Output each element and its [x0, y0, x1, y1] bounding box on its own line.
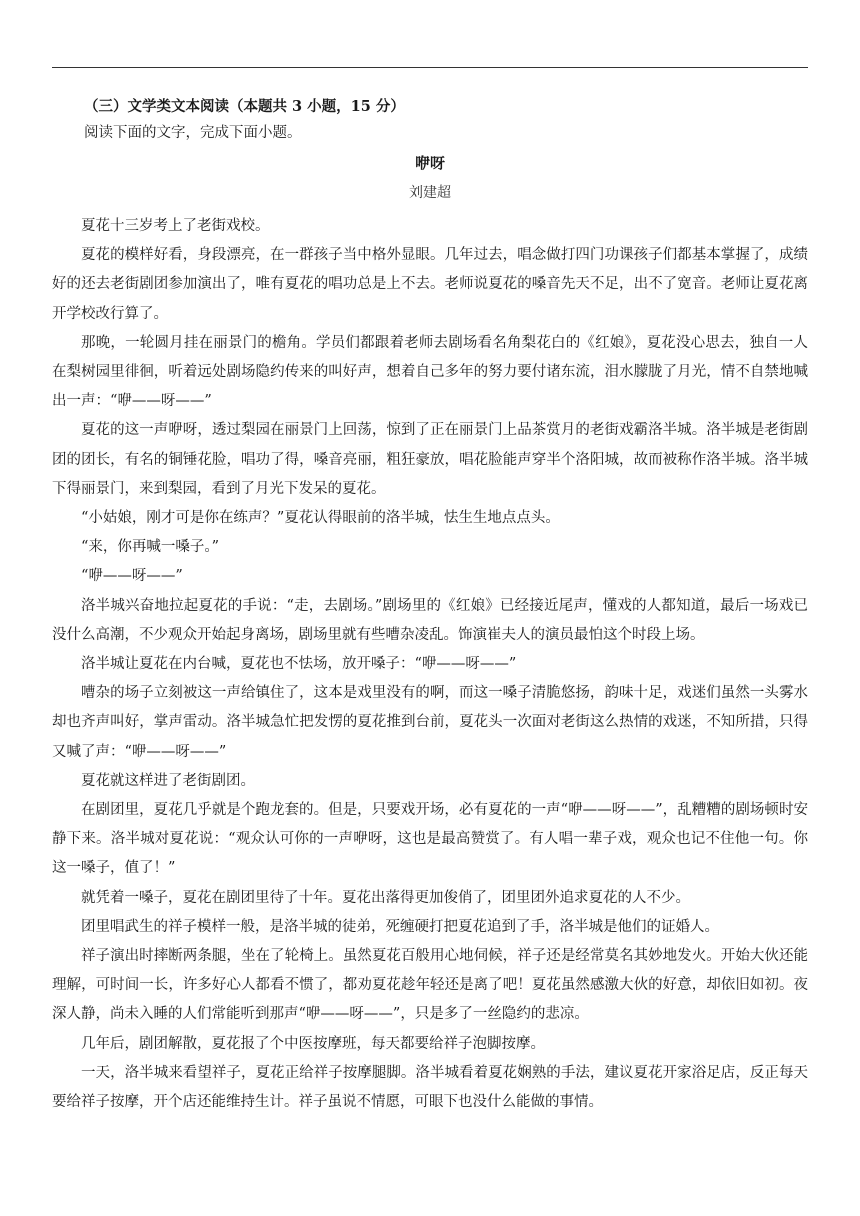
- paragraph: “来，你再喊一嗓子。”: [81, 539, 220, 556]
- paragraph: 那晚，一轮圆月挂在丽景门的檐角。学员们都跟着老师去剧场看名角梨花白的《红娘》，夏花没心思去，独自一人在梨树园里徘徊，听着远处剧场隐约传来的叫好声，想着自己多年的努力要付诸东流，泪水朦胧了月光，情不自禁地喊出一声：“咿——呀——”: [52, 334, 808, 410]
- paragraph: 洛半城让夏花在内台喊，夏花也不怯场，放开嗓子：“咿——呀——”: [81, 656, 517, 673]
- article-body: [52, 212, 808, 1117]
- paragraph: “咿——呀——”: [81, 568, 183, 585]
- paragraph: “小姑娘，刚才可是你在练声？”夏花认得眼前的洛半城，怯生生地点点头。: [81, 510, 560, 527]
- paragraph: 在剧团里，夏花几乎就是个跑龙套的。但是，只要戏开场，必有夏花的一声“咿——呀——”，乱糟糟的剧场顿时安静下来。洛半城对夏花说：“观众认可你的一声咿呀，这也是最高赞赏了。有人唱一辈子戏，观众也记不住他一句。你这一嗓子，值了！”: [52, 802, 808, 877]
- article-author: 刘建超: [409, 185, 451, 201]
- page-content: [52, 96, 808, 1117]
- paragraph: 洛半城兴奋地拉起夏花的手说：“走，去剧场。”剧场里的《红娘》已经接近尾声，懂戏的人都知道，最后一场戏已没什么高潮，不少观众开始起身离场，剧场里就有些嘈杂凌乱。饰演崔夫人的演员最怕这个时段上场。: [52, 597, 808, 643]
- instruction-text: 阅读下面的文字，完成下面小题。: [84, 125, 302, 141]
- paragraph: 团里唱武生的祥子模样一般，是洛半城的徒弟，死缠硬打把夏花追到了手，洛半城是他们的证婚人。: [81, 918, 719, 935]
- section-title: （三）文学类文本阅读（本题共 3 小题，15 分）: [84, 98, 405, 115]
- paragraph: 祥子演出时摔断两条腿，坐在了轮椅上。虽然夏花百般用心地伺候，祥子还是经常莫名其妙地发火。开始大伙还能理解，可时间一长，许多好心人都看不惯了，都劝夏花趁年轻还是离了吧！夏花虽然感激大伙的好意，却依旧如初。夜深人静，尚未入睡的人们常能听到那声“咿——呀——”，只是多了一丝隐约的悲凉。: [52, 948, 808, 1023]
- paragraph: 夏花的模样好看，身段漂亮，在一群孩子当中格外显眼。几年过去，唱念做打四门功课孩子们都基本掌握了，成绩好的还去老街剧团参加演出了，唯有夏花的唱功总是上不去。老师说夏花的嗓音先天不足，出不了宽音。老师让夏花离开学校改行算了。: [52, 247, 808, 322]
- top-rule: [52, 67, 808, 68]
- paragraph: 夏花十三岁考上了老街戏校。: [81, 218, 270, 234]
- paragraph: 一天，洛半城来看望祥子，夏花正给祥子按摩腿脚。洛半城看着夏花娴熟的手法，建议夏花开家浴足店，反正每天要给祥子按摩，开个店还能维持生计。祥子虽说不情愿，可眼下也没什么能做的事情。: [52, 1064, 808, 1111]
- paragraph: 夏花的这一声咿呀，透过梨园在丽景门上回荡，惊到了正在丽景门上品茶赏月的老街戏霸洛半城。洛半城是老街剧团的团长，有名的铜锤花脸，唱功了得，嗓音亮丽，粗狂豪放，唱花脸能声穿半个洛阳城，故而被称作洛半城。洛半城下得丽景门，来到梨园，看到了月光下发呆的夏花。: [52, 422, 808, 497]
- paragraph: 几年后，剧团解散，夏花报了个中医按摩班，每天都要给祥子泡脚按摩。: [81, 1035, 545, 1052]
- paragraph: 夏花就这样进了老街剧团。: [81, 772, 255, 789]
- paragraph: 嘈杂的场子立刻被这一声给镇住了，这本是戏里没有的啊，而这一嗓子清脆悠扬，韵味十足，戏迷们虽然一头雾水却也齐声叫好，掌声雷动。洛半城急忙把发愣的夏花推到台前，夏花头一次面对老街这么热情的戏迷，不知所措，只得又喊了声：“咿——呀——”: [52, 685, 808, 760]
- paragraph: 就凭着一嗓子，夏花在剧团里待了十年。夏花出落得更加俊俏了，团里团外追求夏花的人不少。: [81, 889, 690, 906]
- article-title: 咿呀: [414, 154, 445, 172]
